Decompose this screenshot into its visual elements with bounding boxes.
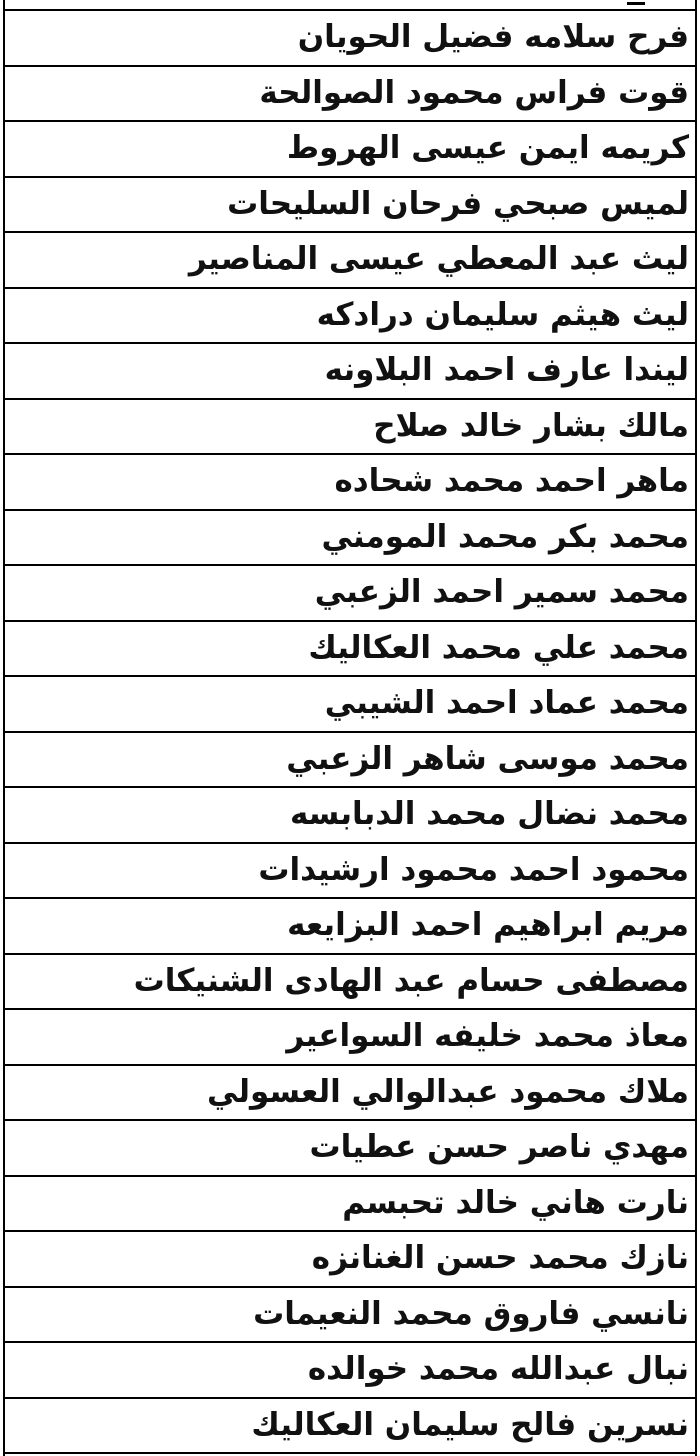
name-cell: محمد عماد احمد الشيبي xyxy=(324,684,689,722)
name-cell: مريم ابراهيم احمد البزايعه xyxy=(287,906,689,944)
table-row xyxy=(5,344,695,400)
name-cell: لميس صبحي فرحان السليحات xyxy=(227,185,689,223)
table-row xyxy=(5,178,695,234)
name-cell: محمود احمد محمود ارشيدات xyxy=(258,851,689,889)
table-row xyxy=(5,844,695,900)
name-cell: كريمه ايمن عيسى الهروط xyxy=(286,129,689,167)
name-cell: محمد موسى شاهر الزعبي xyxy=(286,740,689,778)
previous-row-edge xyxy=(5,0,695,11)
table-row xyxy=(5,622,695,678)
name-cell: نارت هاني خالد تحبسم xyxy=(342,1184,689,1222)
table-row xyxy=(5,1177,695,1233)
table-row xyxy=(5,1343,695,1399)
table-row xyxy=(5,566,695,622)
table-row xyxy=(5,1232,695,1288)
name-cell: مصطفى حسام عبد الهادى الشنيكات xyxy=(133,962,689,1000)
name-cell: معاذ محمد خليفه السواعير xyxy=(286,1017,689,1055)
table-row xyxy=(5,400,695,456)
table-row xyxy=(5,1288,695,1344)
name-cell: فرح سلامه فضيل الحويان xyxy=(297,18,689,56)
name-cell: ليث هيثم سليمان درادكه xyxy=(316,296,689,334)
name-cell: نازك محمد حسن الغنانزه xyxy=(311,1239,689,1277)
name-cell: محمد علي محمد العكاليك xyxy=(308,629,689,667)
table-row xyxy=(5,899,695,955)
cropped-text-fragment xyxy=(627,0,645,5)
name-cell: نانسي فاروق محمد النعيمات xyxy=(253,1295,689,1333)
name-cell: ليث عبد المعطي عيسى المناصير xyxy=(188,240,689,278)
names-list xyxy=(5,11,695,1454)
name-cell: محمد بكر محمد المومني xyxy=(321,518,689,556)
name-cell: ماهر احمد محمد شحاده xyxy=(334,462,689,500)
name-cell: نسرين فالح سليمان العكاليك xyxy=(251,1406,689,1444)
name-cell: قوت فراس محمود الصوالحة xyxy=(259,74,689,112)
name-cell: محمد نضال محمد الدبابسه xyxy=(290,795,689,833)
table-row xyxy=(5,1399,695,1455)
names-table xyxy=(3,0,697,1456)
table-row xyxy=(5,1010,695,1066)
name-cell: ملاك محمود عبدالوالي العسولي xyxy=(207,1073,689,1111)
table-row xyxy=(5,733,695,789)
table-row xyxy=(5,788,695,844)
table-row xyxy=(5,233,695,289)
table-row xyxy=(5,511,695,567)
table-row xyxy=(5,122,695,178)
name-cell: محمد سمير احمد الزعبي xyxy=(314,573,689,611)
table-row xyxy=(5,289,695,345)
table-row xyxy=(5,11,695,67)
table-row xyxy=(5,1121,695,1177)
table-row xyxy=(5,1066,695,1122)
table-row xyxy=(5,67,695,123)
name-cell: ليندا عارف احمد البلاونه xyxy=(324,351,689,389)
table-row xyxy=(5,955,695,1011)
table-row xyxy=(5,677,695,733)
name-cell: مهدي ناصر حسن عطيات xyxy=(309,1128,689,1166)
name-cell: نبال عبدالله محمد خوالده xyxy=(307,1350,689,1388)
table-row xyxy=(5,455,695,511)
name-cell: مالك بشار خالد صلاح xyxy=(373,407,689,445)
